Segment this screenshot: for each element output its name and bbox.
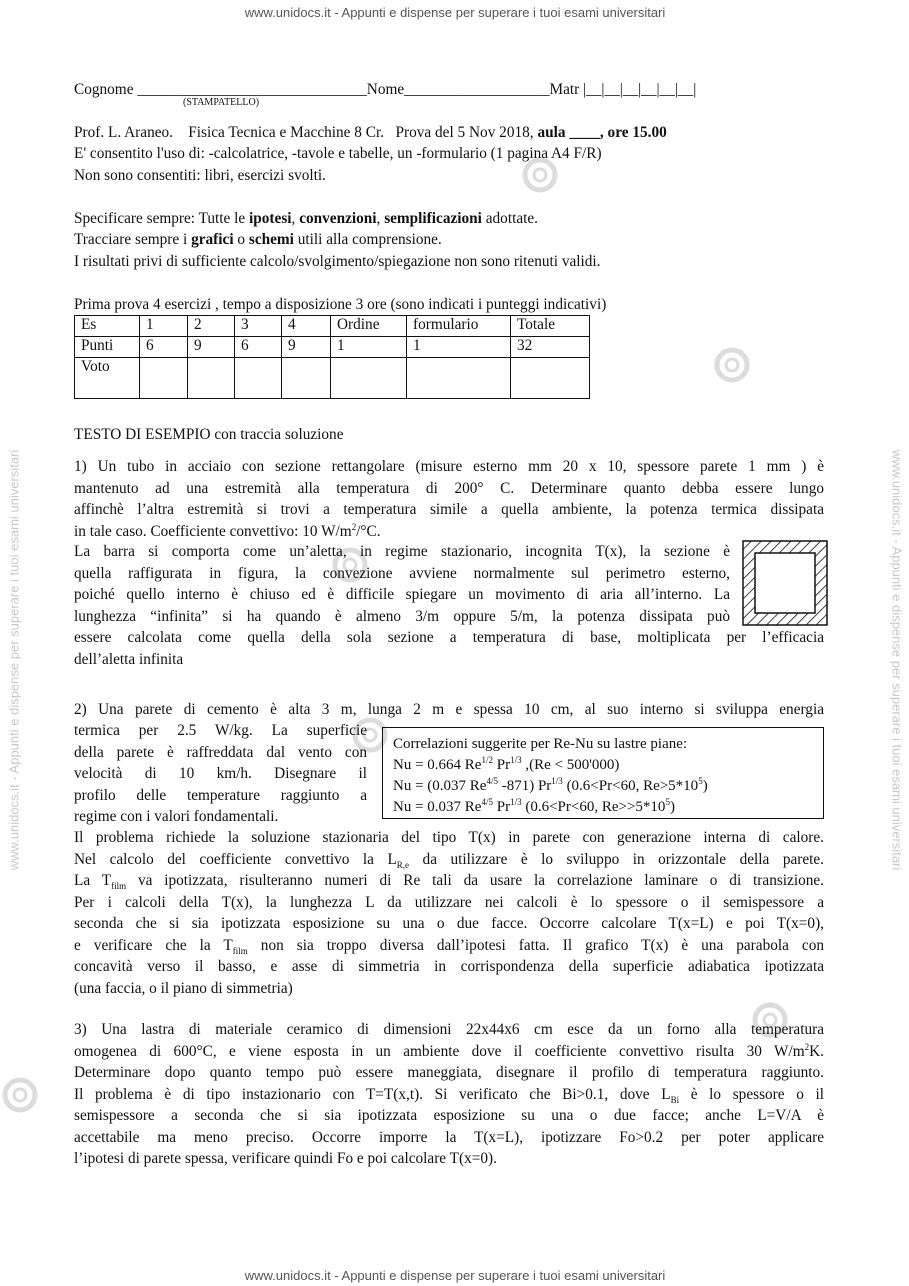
voto-cell[interactable] — [235, 358, 282, 399]
rule-1 — [74, 208, 538, 230]
text-line — [74, 521, 824, 543]
exam-room-time: aula ____, ore 15.00 — [537, 124, 667, 141]
superscript: 1/2 — [481, 755, 493, 765]
subscript: film — [111, 881, 127, 892]
superscript: 1/3 — [551, 776, 563, 786]
text-span: da utilizzare è lo sviluppo in orizzontale della parete. — [409, 850, 825, 868]
professor: Prof. L. Araneo. — [74, 124, 173, 141]
superscript: 2 — [804, 1041, 810, 1052]
rule-bold: schemi — [248, 231, 294, 248]
voto-cell[interactable] — [188, 358, 235, 399]
rule-3: I risultati privi di sufficiente calcolo/svolgimento/spiegazione non sono ritenuti validi. — [74, 253, 601, 270]
text-line: (una faccia, o il piano di simmetria) — [74, 979, 293, 997]
superscript: 2 — [351, 521, 357, 532]
subscript: R,e — [396, 859, 410, 870]
rule-bold: semplificazioni — [384, 210, 482, 227]
cognome-field[interactable]: ______________________________ — [137, 81, 367, 98]
table-cell: 1 — [407, 337, 511, 358]
correlations-box — [382, 727, 824, 819]
subscript: film — [232, 945, 248, 956]
formula-part: Nu = (0.037 Re — [393, 778, 487, 794]
text-span: e verificare che la T — [74, 936, 233, 954]
text-line: Il problema richiede la soluzione stazionaria del tipo T(x) in parete con generazione interna di calore. — [74, 829, 824, 846]
superscript: 5 — [665, 797, 670, 807]
rule-text: Tracciare sempre i — [74, 231, 192, 248]
formula-part: -871) Pr — [497, 778, 552, 794]
section-title: TESTO DI ESEMPIO con traccia soluzione — [74, 426, 344, 443]
table-row — [75, 358, 590, 399]
rule-text: adottate. — [481, 210, 538, 227]
correlation-laminar — [393, 755, 823, 776]
text-line: 3) Una lastra di materiale ceramico di dimensioni 22x44x6 cm esce da un forno alla temperatura — [74, 1021, 824, 1038]
nome-label: Nome — [366, 81, 405, 98]
voto-cell[interactable] — [282, 358, 331, 399]
text-span: La T — [74, 872, 112, 889]
formula-part: (0.6<Pr<60, Re>5*10 — [562, 778, 699, 794]
text-line: velocità di 10 km/h. Disegnare il — [74, 765, 367, 782]
text-span: Il problema è di tipo instazionario con T=T(x,t). Si verificato che Bi>0.1, dove L — [74, 1085, 671, 1103]
table-cell: 4 — [282, 316, 331, 337]
table-cell: 1 — [140, 316, 188, 337]
text-line: Determinare dopo quanto tempo può essere maneggiata, disegnare il profilo di temperatura raggiunto. — [74, 1064, 824, 1081]
voto-cell[interactable] — [331, 358, 407, 399]
exercise-1-text — [74, 456, 824, 542]
text-span: K. — [809, 1042, 824, 1060]
table-cell: 9 — [188, 337, 235, 358]
table-cell: formulario — [407, 316, 511, 337]
superscript: 5 — [698, 776, 703, 786]
text-line — [74, 1084, 824, 1106]
text-span: omogenea di 600°C, e viene esposta in un ambiente dove il coefficiente convettivo risulta 30 W/m — [74, 1042, 805, 1060]
formula-part: ) — [669, 799, 675, 815]
rule-text: o — [233, 231, 249, 248]
watermark-bottom: www.unidocs.it - Appunti e dispense per superare i tuoi esami universitari — [244, 1268, 666, 1283]
correlation-transition — [393, 776, 823, 797]
text-line: termica per 2.5 W/kg. La superficie — [74, 722, 367, 739]
text-line: semispessore a seconda che si sia ipotizzata esposizione su una o due facce; anche L=V/A è — [74, 1107, 824, 1124]
text-span: /°C. — [356, 522, 381, 540]
text-line — [74, 935, 824, 957]
exercise-1-solution-cont — [74, 627, 824, 670]
text-line: mantenuto ad una estremità alla temperatura di 200° C. Determinare quanto debba essere lungo — [74, 479, 824, 497]
table-cell: 32 — [511, 337, 590, 358]
superscript: 1/3 — [510, 797, 522, 807]
voto-cell[interactable] — [140, 358, 188, 399]
text-span: Nel calcolo del coefficiente convettivo la L — [74, 850, 397, 868]
stampatello-note: (STAMPATELLO) — [183, 97, 260, 108]
exam-info — [74, 122, 667, 144]
watermark-right: www.unidocs.it - Appunti e dispense per superare i tuoi esami universitari — [889, 449, 905, 871]
text-line: della parete è raffreddata dal vento con — [74, 743, 367, 761]
text-line: concavità verso il basso, e asse di simmetria in corrispondenza della superficie adiabatica ipotizzata — [74, 958, 824, 975]
score-table — [74, 315, 590, 399]
exercise-2-line-1 — [74, 699, 824, 721]
table-cell: Totale — [511, 316, 590, 337]
exercise-1-solution — [74, 541, 730, 627]
table-cell: Ordine — [331, 316, 407, 337]
superscript: 1/3 — [510, 755, 522, 765]
table-cell: Punti — [75, 337, 140, 358]
text-line: profilo delle temperature raggiunto a — [74, 786, 367, 804]
table-cell: 6 — [140, 337, 188, 358]
table-cell: 1 — [331, 337, 407, 358]
voto-cell[interactable] — [511, 358, 590, 399]
cognome-label: Cognome — [74, 81, 138, 98]
subscript: Bi — [670, 1094, 680, 1105]
formula-part: Pr — [492, 799, 511, 815]
table-cell: 3 — [235, 316, 282, 337]
exam-date: Prova del 5 Nov 2018, — [395, 124, 538, 141]
watermark-logo-icon — [712, 345, 752, 385]
text-line: essere calcolata come quella della sola sezione a temperatura di base, moltiplicata per l’efficacia — [74, 629, 824, 646]
table-cell: 9 — [282, 337, 331, 358]
text-line: La barra si comporta come un’aletta, in regime stazionario, incognita T(x), la sezione è — [74, 543, 730, 560]
text-span: in tale caso. Coefficiente convettivo: 10 W/m — [74, 522, 352, 540]
exercise-3-text — [74, 1019, 824, 1170]
text-line: Per i calcoli della T(x), la lunghezza L da utilizzare nei calcoli è lo spessore o il semispessore a — [74, 893, 824, 911]
table-cell: Voto — [75, 358, 140, 399]
superscript: 4/5 — [481, 797, 493, 807]
text-span: va ipotizzata, risulteranno numeri di Re tali da usare la correlazione laminare o di transizione. — [126, 872, 824, 889]
text-line: seconda che si sia ipotizzata esposizione su una o due facce. Occorre calcolare T(x=L) e poi T(x=0), — [74, 915, 824, 932]
watermark-top: www.unidocs.it - Appunti e dispense per superare i tuoi esami universitari — [244, 5, 666, 20]
matricola-field[interactable]: Matr |__|__|__|__|__|__| — [549, 81, 697, 98]
correlations-title: Correlazioni suggerite per Re-Nu su lastre piane: — [393, 736, 688, 752]
text-line: affinchè l’altra estremità si trovi a temperatura simile a quella ambiente, la potenza termica dissipata — [74, 501, 824, 518]
prova-info: Prima prova 4 esercizi , tempo a disposizione 3 ore (sono indicati i punteggi indicativi) — [74, 296, 607, 313]
watermark-logo-icon — [0, 1075, 40, 1115]
exercise-2-solution — [74, 827, 824, 999]
formula-part: Nu = 0.664 Re — [393, 757, 482, 773]
nome-field[interactable]: ___________________ — [404, 81, 550, 98]
table-cell: 6 — [235, 337, 282, 358]
rule-bold: grafici — [191, 231, 234, 248]
text-line: regime con i valori fondamentali. — [74, 808, 279, 825]
text-line: dell’aletta infinita — [74, 650, 184, 668]
text-line: lunghezza “infinita” si ha quando è almeno 3/m oppure 5/m, la potenza dissipata può — [74, 607, 730, 625]
table-row — [75, 337, 590, 358]
table-cell: 2 — [188, 316, 235, 337]
not-allowed-items: Non sono consentiti: libri, esercizi svolti. — [74, 167, 326, 184]
rule-text: , — [291, 210, 300, 227]
watermark-left: www.unidocs.it - Appunti e dispense per superare i tuoi esami universitari — [6, 449, 22, 871]
header-line — [74, 79, 696, 101]
formula-part: Nu = 0.037 Re — [393, 799, 482, 815]
text-line: accettabile ma meno preciso. Occorre imporre la T(x=L), ipotizzare Fo>0.2 per poter applicare — [74, 1128, 824, 1146]
rule-2 — [74, 229, 442, 251]
text-line — [74, 1041, 824, 1063]
formula-part: (0.6<Pr<60, Re>>5*10 — [521, 799, 666, 815]
text-line: 2) Una parete di cemento è alta 3 m, lunga 2 m e spessa 10 cm, al suo interno si sviluppa energia — [74, 701, 824, 718]
rule-bold: convenzioni — [299, 210, 377, 227]
text-line: l’ipotesi di parete spessa, verificare quindi Fo e poi calcolare T(x=0). — [74, 1150, 497, 1167]
superscript: 4/5 — [486, 776, 498, 786]
formula-part: ,(Re < 500'000) — [521, 757, 620, 773]
text-span: è lo spessore o il — [679, 1085, 824, 1103]
formula-part: ) — [702, 778, 708, 794]
table-cell: Es — [75, 316, 140, 337]
rule-bold: ipotesi — [249, 210, 292, 227]
text-line: poiché quello interno è chiuso ed è difficile spiegare un movimento di aria all’interno. La — [74, 586, 730, 603]
text-line — [74, 849, 824, 871]
tube-section-figure — [742, 540, 828, 626]
exercise-2-text — [74, 720, 367, 828]
formula-part: Pr — [492, 757, 511, 773]
course-name: Fisica Tecnica e Macchine 8 Cr. — [188, 124, 385, 141]
text-line: quella raffigurata in figura, la convezione avviene normalmente sul perimetro esterno, — [74, 564, 730, 582]
voto-cell[interactable] — [407, 358, 511, 399]
table-row — [75, 316, 590, 337]
rule-text: utili alla comprensione. — [293, 231, 442, 248]
text-line — [74, 870, 824, 892]
text-line: 1) Un tubo in acciaio con sezione rettangolare (misure esterno mm 20 x 10, spessore parete 1 mm ) è — [74, 458, 824, 475]
allowed-items: E' consentito l'uso di: -calcolatrice, -tavole e tabelle, un -formulario (1 pagina A4 F/R) — [74, 145, 602, 162]
text-span: non sia troppo diversa dall’ipotesi fatta. Il grafico T(x) è una parabola con — [247, 936, 825, 954]
correlation-turbulent — [393, 797, 823, 818]
rule-text: , — [376, 210, 385, 227]
rule-text: Specificare sempre: Tutte le — [74, 210, 250, 227]
